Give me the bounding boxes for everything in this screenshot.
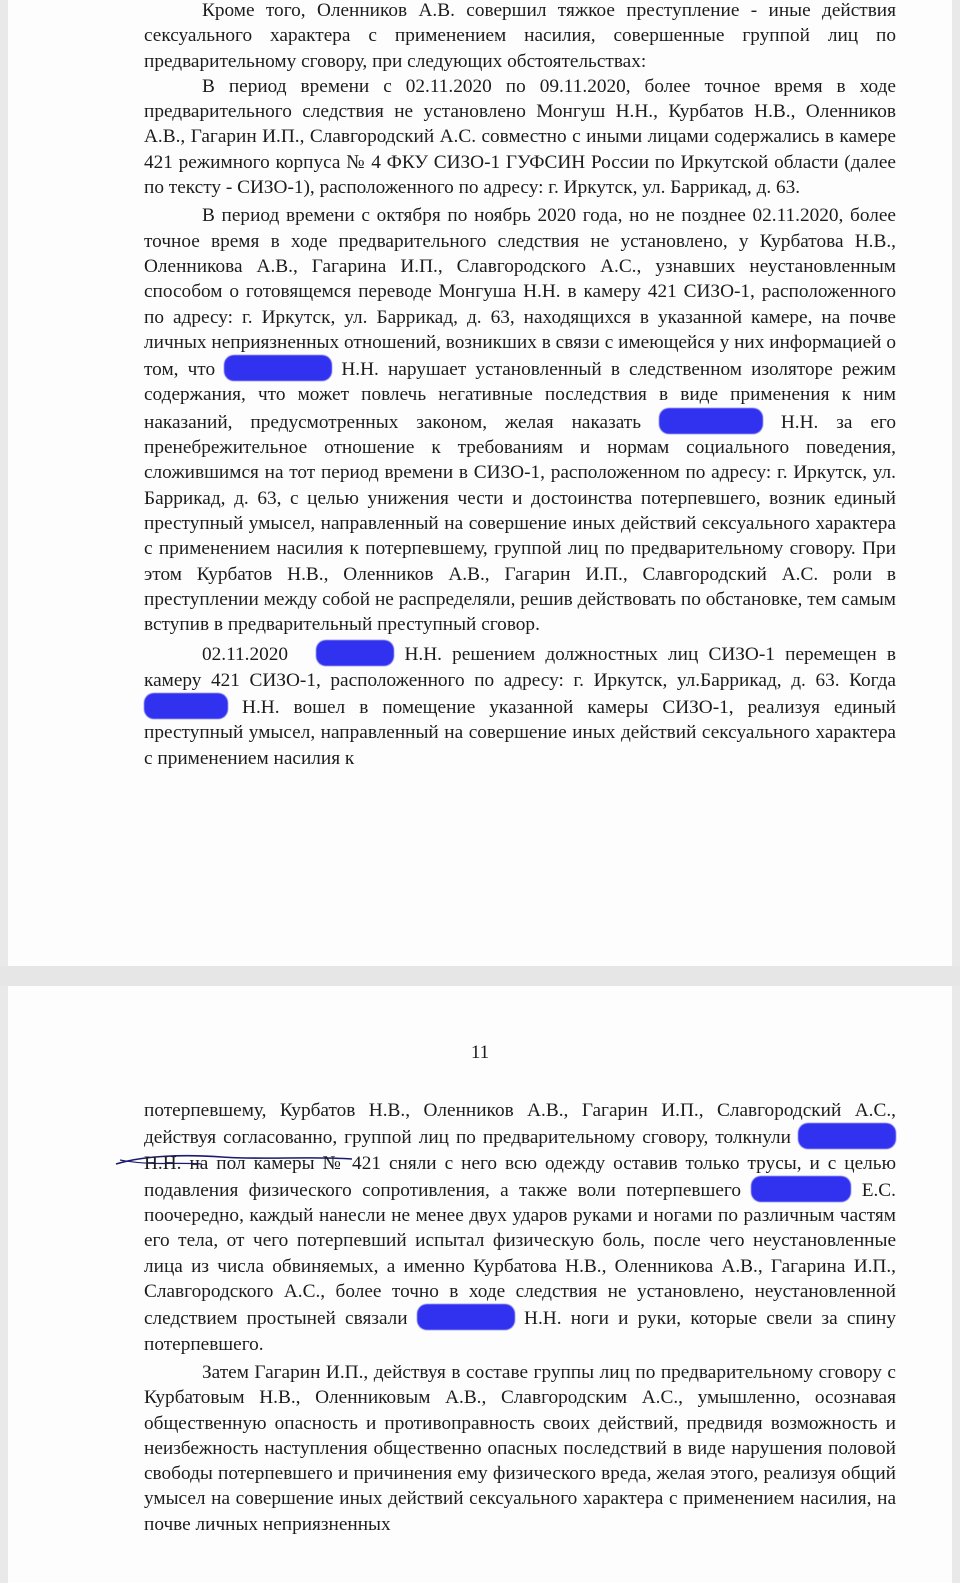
text-segment: Н.Н. вошел в помещение указанной камеры СИЗО-1, реализуя единый преступный умысел, направленный на совершение иных действий сексуального характера с применением насилия к [144, 697, 896, 769]
redaction-mark [798, 1123, 896, 1149]
page-top-text [144, 0, 896, 771]
text-segment: Н.Н. ноги и руки, которые свели за спину потерпевшего. [144, 1308, 897, 1355]
redaction-mark [659, 408, 763, 434]
page-number: 11 [470, 1042, 490, 1063]
paragraph-gagarin: Затем Гагарин И.П., действуя в составе группы лиц по предварительному сговору с Курбатовым Н.В., Оленниковым А.В., Славгородским А.С., умышленно, осознавая общественную опасность и противоправность своих действий, предвидя возможность и неизбежность наступления общественно опасных последствий в виде нарушения половой свободы потерпевшего и причинения ему физического вреда, желая этого, реализуя общий умысел на совершение иных действий сексуального характера с применением насилия, на почве личных неприязненных [144, 1361, 896, 1535]
redaction-mark [224, 355, 332, 381]
redaction-mark [144, 693, 228, 719]
text-segment: потерпевшему, Курбатов Н.В., Оленников А.В., Гагарин И.П., Славгородский А.С., действуя согласованно, группой лиц по предварительному сговору, толкнули [144, 1100, 896, 1149]
paragraph-transfer [144, 640, 896, 770]
text-segment: Н.Н. нарушает установленный в следственном изоляторе режим содержания, что может повлечь негативные последствия в виде применения к ним наказаний, предусмотренных законом, желая наказать [144, 359, 896, 433]
date-text: 02.11.2020 [202, 644, 289, 666]
paragraph-period: В период времени с 02.11.2020 по 09.11.2020, более точное время в ходе предварительного следствия не установлено Монгуш Н.Н., Курбатов Н.В., Оленников А.В., Гагарин И.П., Славгородский А.С. совместно с иными лицами содержались в камере 421 режимного корпуса № 4 ФКУ СИЗО-1 ГУФСИН России по Иркутской области (далее по тексту - СИЗО-1), расположенного по адресу: г. Иркутск, ул. Баррикад, д. 63. [144, 75, 896, 199]
page-separator [0, 966, 960, 986]
redaction-mark [417, 1304, 515, 1330]
text-segment: Н.Н. за его пренебрежительное отношение к требованиям и нормам социального поведения, сложившимся на тот период времени в СИЗО-1, расположенном по адресу: г. Иркутск, ул. Баррикад, д. 63, с целью унижения чести и достоинства потерпевшего, возник единый преступный умысел, направленный на совершение иных действий сексуального характера с применением насилия к потерпевшему, группой лиц по предварительному сговору. При этом Курбатов Н.В., Оленников А.В., Гагарин И.П., Славгородский А.С. роли в преступлении между собой не распределяли, решив действовать по обстановке, тем самым вступив в предварительный преступный сговор. [144, 411, 896, 636]
paragraph-assault [144, 1098, 896, 1357]
document-page-bottom [8, 986, 952, 1583]
redaction-mark [316, 640, 394, 666]
paragraph-intent [144, 203, 896, 637]
text-segment: Е.С. поочередно, каждый нанесли не менее двух ударов руками и ногами по различным частям его тела, от чего потерпевший испытал физическую боль, после чего неустановленные лица из числа обвиняемых, а именно Курбатова Н.В., Оленникова А.В., Гагарина И.П., Славгородского А.С., более точно в ходе следствия не установлено, неустановленной следствием простыней связали [144, 1179, 896, 1330]
text-segment: В период времени с октября по ноябрь 2020 года, но не позднее 02.11.2020, более точное время в ходе предварительного следствия не установлено, у Курбатова Н.В., Оленникова А.В., Гагарина И.П., Славгородского А.С., узнавших неустановленным способом о готовящемся переводе Монгуша Н.Н. в камеру 421 СИЗО-1, расположенного по адресу: г. Иркутск, ул. Баррикад, д. 63, находящихся в указанной камере, на почве личных неприязненных отношений, возникших в связи с имеющейся у них информацией о том, что [144, 205, 896, 381]
paragraph-intro: Кроме того, Оленников А.В. совершил тяжкое преступление - иные действия сексуального характера с применением насилия, совершенные группой лиц по предварительному сговору, при следующих обстоятельствах: [144, 0, 896, 72]
text-segment: Н.Н. на пол камеры № 421 сняли с него всю одежду оставив только трусы, и с целью подавления физического сопротивления, а также воли потерпевшего [144, 1152, 896, 1201]
text-segment: Н.Н. решением должностных лиц СИЗО-1 перемещен в камеру 421 СИЗО-1, расположенного по адресу: г. Иркутск, ул.Баррикад, д. 63. Когда [144, 644, 896, 691]
page-bottom-text [144, 1098, 896, 1537]
document-page-top [8, 0, 952, 966]
redaction-mark [751, 1176, 851, 1202]
